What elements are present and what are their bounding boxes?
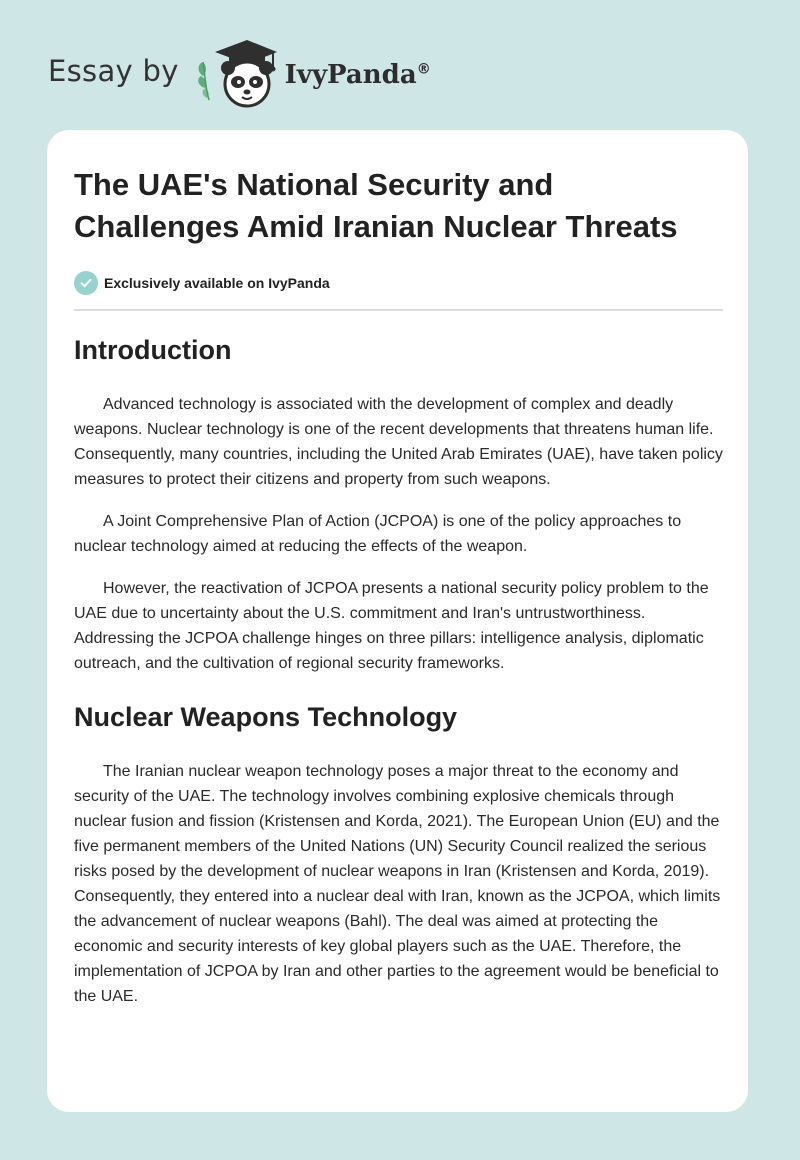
title-divider xyxy=(74,309,723,311)
essay-content xyxy=(74,164,723,1009)
essay-title: The UAE's National Security and Challenges Amid Iranian Nuclear Threats xyxy=(74,167,678,244)
site-header xyxy=(48,34,568,114)
paragraph: The Iranian nuclear weapon technology poses a major threat to the economy and security of the UAE. The technology involves combining explosive chemicals through nuclear fusion and fission (Kristensen and Korda, 2021). The European Union (EU) and the five permanent members of the United Nations (UN) Security Council realized the serious risks posed by the development of nuclear weapons in Iran (Kristensen and Korda, 2019). Consequently, they entered into a nuclear deal with Iran, known as the JCPOA, which limits the advancement of nuclear weapons (Bahl). The deal was aimed at protecting the economic and security interests of key global players such as the UAE. Therefore, the implementation of JCPOA by Iran and other parties to the agreement would be beneficial to the UAE. xyxy=(74,763,721,1005)
ivypanda-logo-icon[interactable] xyxy=(193,36,277,112)
check-icon xyxy=(74,271,98,295)
paragraph: Advanced technology is associated with the development of complex and deadly weapons. Nuclear technology is one of the recent developments that threatens human life. Consequently, many countries, including the United Arab Emirates (UAE), have taken policy measures to protect their citizens and property from such weapons. xyxy=(74,396,723,488)
section-heading-introduction: Introduction xyxy=(74,335,232,365)
registered-mark: ® xyxy=(416,61,431,78)
paragraph: However, the reactivation of JCPOA presents a national security policy problem to the UAE due to uncertainty about the U.S. commitment and Iran's untrustworthiness. Addressing the JCPOA challenge hinges on three pillars: intelligence analysis, diplomatic outreach, and the cultivation of regional security frameworks. xyxy=(74,580,709,672)
brand-name[interactable] xyxy=(285,60,431,90)
brand-name-text: IvyPanda xyxy=(284,60,417,90)
exclusive-label: Exclusively available on IvyPanda xyxy=(104,275,330,291)
paragraph: A Joint Comprehensive Plan of Action (JCPOA) is one of the policy approaches to nuclear technology aimed at reducing the effects of the weapon. xyxy=(74,513,682,555)
ivy-leaf-icon xyxy=(198,62,209,100)
section-heading-nuclear-weapons-technology: Nuclear Weapons Technology xyxy=(74,702,458,732)
essay-card xyxy=(47,130,748,1112)
exclusive-badge xyxy=(74,270,723,296)
panda-mascot-icon xyxy=(193,36,277,112)
essay-by-label: Essay by xyxy=(48,54,179,88)
